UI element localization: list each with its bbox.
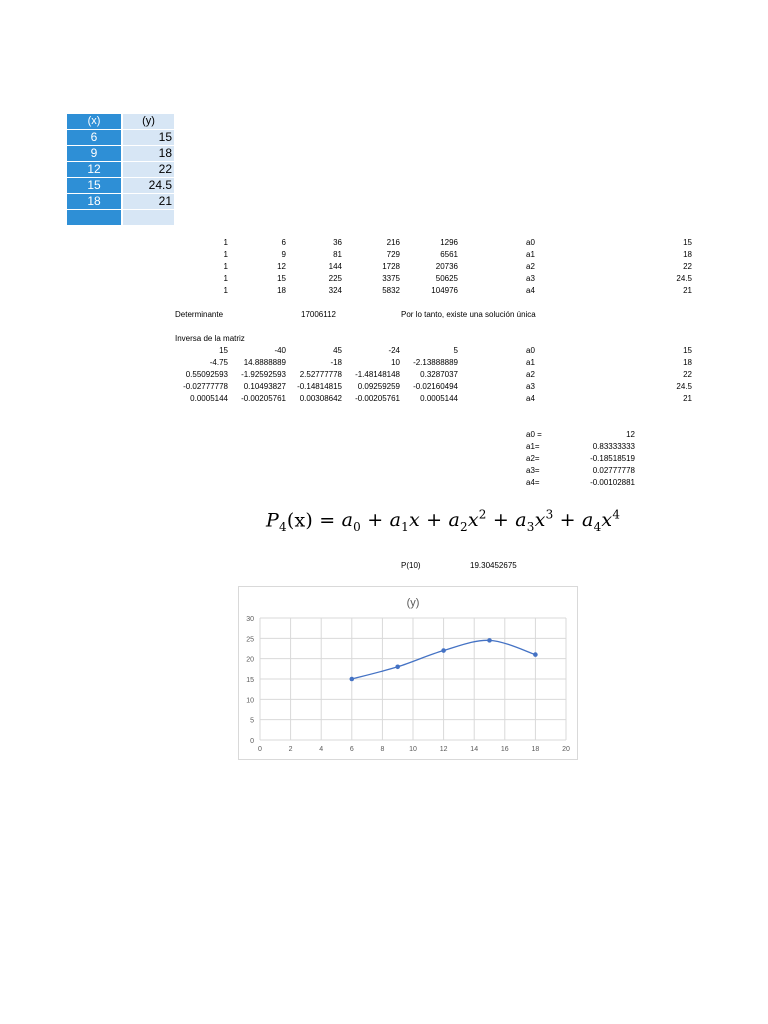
x-tick-label: 0 bbox=[258, 746, 262, 753]
term-coef: a bbox=[582, 509, 594, 532]
inverse-unknown-label[interactable]: a0 bbox=[526, 346, 535, 355]
inverse-cell[interactable]: 0.0005144 bbox=[420, 394, 458, 403]
chart-frame[interactable] bbox=[238, 586, 578, 760]
coefficient-label[interactable]: a1= bbox=[526, 442, 540, 451]
inverse-cell[interactable]: 0.00308642 bbox=[299, 394, 342, 403]
y-cell[interactable]: 18 bbox=[123, 146, 174, 161]
formula-term bbox=[509, 508, 576, 535]
inverse-rhs-value[interactable]: 22 bbox=[683, 370, 692, 379]
term-coef: a bbox=[448, 509, 461, 532]
matrix-cell[interactable]: 225 bbox=[328, 274, 342, 283]
determinant-value[interactable]: 17006112 bbox=[301, 310, 336, 319]
coefficient-label[interactable]: a2= bbox=[526, 454, 540, 463]
term-pow: 2 bbox=[478, 508, 487, 522]
x-tick-label: 18 bbox=[531, 746, 540, 753]
matrix-cell[interactable]: 81 bbox=[333, 250, 342, 259]
inverse-cell[interactable]: 15 bbox=[219, 346, 228, 355]
y-tick-label: 25 bbox=[246, 636, 254, 644]
inverse-cell[interactable]: 0.3287037 bbox=[420, 370, 458, 379]
matrix-cell[interactable]: 729 bbox=[386, 250, 400, 259]
term-var: x bbox=[601, 509, 613, 532]
inverse-cell[interactable]: 0.09259259 bbox=[357, 382, 400, 391]
inverse-unknown-label[interactable]: a3 bbox=[526, 382, 535, 391]
x-tick-label: 14 bbox=[470, 746, 479, 753]
term-var: x bbox=[467, 509, 479, 532]
x-tick-label: 8 bbox=[380, 746, 385, 753]
matrix-cell[interactable]: 3375 bbox=[382, 274, 400, 283]
matrix-cell[interactable]: 5832 bbox=[382, 286, 400, 295]
data-point bbox=[350, 677, 355, 682]
coefficient-value[interactable]: -0.18518519 bbox=[590, 454, 635, 463]
x-cell[interactable]: 6 bbox=[67, 130, 121, 145]
y-cell[interactable] bbox=[123, 210, 174, 225]
matrix-cell[interactable]: 104976 bbox=[431, 286, 458, 295]
evaluation-label[interactable]: P(10) bbox=[401, 561, 421, 570]
coefficient-label[interactable]: a0 = bbox=[526, 430, 542, 439]
inverse-cell[interactable]: 10 bbox=[391, 358, 400, 367]
inverse-cell[interactable]: -1.48148148 bbox=[355, 370, 400, 379]
coefficient-label[interactable]: a3= bbox=[526, 466, 540, 475]
x-cell[interactable]: 15 bbox=[67, 178, 121, 193]
evaluation-value[interactable]: 19.30452675 bbox=[470, 561, 517, 570]
matrix-rhs-value[interactable]: 24.5 bbox=[676, 274, 692, 283]
inverse-label[interactable]: Inversa de la matriz bbox=[175, 334, 245, 343]
matrix-cell[interactable]: 36 bbox=[333, 238, 342, 247]
header-x[interactable]: (x) bbox=[67, 114, 121, 129]
inverse-cell[interactable]: -0.02160494 bbox=[413, 382, 458, 391]
x-cell[interactable]: 9 bbox=[67, 146, 121, 161]
inverse-cell[interactable]: -0.00205761 bbox=[241, 394, 286, 403]
x-tick-label: 12 bbox=[439, 746, 448, 753]
matrix-rhs-value[interactable]: 15 bbox=[683, 238, 692, 247]
term-plus: + bbox=[426, 509, 443, 532]
x-tick-label: 2 bbox=[288, 746, 293, 753]
term-sub: 1 bbox=[401, 520, 409, 535]
matrix-cell[interactable]: 50625 bbox=[435, 274, 458, 283]
formula-term bbox=[442, 508, 510, 535]
inverse-rhs-value[interactable]: 24.5 bbox=[676, 382, 692, 391]
inverse-cell[interactable]: 45 bbox=[333, 346, 342, 355]
term-coef: a bbox=[341, 509, 354, 532]
matrix-cell[interactable]: 144 bbox=[328, 262, 342, 271]
x-tick-label: 10 bbox=[409, 746, 417, 753]
y-tick-label: 5 bbox=[250, 717, 254, 725]
coefficient-label[interactable]: a4= bbox=[526, 478, 540, 487]
matrix-cell[interactable]: 1 bbox=[223, 274, 228, 283]
xy-table-row bbox=[67, 210, 174, 226]
xy-table-row bbox=[67, 146, 174, 162]
matrix-cell[interactable]: 1 bbox=[223, 286, 228, 295]
data-point bbox=[533, 652, 538, 657]
matrix-cell[interactable]: 1 bbox=[223, 250, 228, 259]
inverse-unknown-label[interactable]: a1 bbox=[526, 358, 535, 367]
term-coef: a bbox=[389, 509, 402, 532]
matrix-cell[interactable]: 20736 bbox=[435, 262, 458, 271]
scatter-chart bbox=[239, 587, 577, 759]
formula-term bbox=[383, 509, 443, 535]
xy-table-row bbox=[67, 194, 174, 210]
term-plus: + bbox=[367, 509, 384, 532]
formula-lhs-arg: (x) = bbox=[286, 509, 336, 532]
term-pow: 3 bbox=[545, 508, 554, 522]
matrix-cell[interactable]: 1296 bbox=[440, 238, 458, 247]
matrix-cell[interactable]: 324 bbox=[328, 286, 342, 295]
y-tick-label: 0 bbox=[250, 738, 254, 745]
term-sub: 0 bbox=[353, 520, 361, 535]
data-point bbox=[487, 638, 492, 643]
term-sub: 2 bbox=[460, 520, 468, 535]
inverse-cell[interactable]: 0.55092593 bbox=[185, 370, 228, 379]
matrix-rhs-value[interactable]: 21 bbox=[683, 286, 692, 295]
formula-lhs-sub: 4 bbox=[278, 520, 287, 535]
inverse-cell[interactable]: -18 bbox=[330, 358, 342, 367]
header-y[interactable]: (y) bbox=[123, 114, 174, 129]
inverse-cell[interactable]: -24 bbox=[388, 346, 400, 355]
term-pow: 4 bbox=[612, 508, 621, 522]
x-tick-label: 4 bbox=[319, 746, 324, 753]
matrix-rhs-value[interactable]: 18 bbox=[683, 250, 692, 259]
matrix-cell[interactable]: 216 bbox=[386, 238, 400, 247]
inverse-rhs-value[interactable]: 18 bbox=[683, 358, 692, 367]
coefficient-value[interactable]: -0.00102881 bbox=[590, 478, 635, 487]
matrix-rhs-value[interactable]: 22 bbox=[683, 262, 692, 271]
matrix-unknown-label[interactable]: a4 bbox=[526, 286, 535, 295]
inverse-cell[interactable]: -0.00205761 bbox=[355, 394, 400, 403]
term-coef: a bbox=[515, 509, 527, 532]
x-tick-label: 20 bbox=[562, 746, 570, 753]
chart-title: (y) bbox=[406, 597, 420, 609]
y-cell[interactable]: 22 bbox=[123, 162, 174, 177]
term-sub: 4 bbox=[593, 520, 602, 535]
inverse-cell[interactable]: 14.8888889 bbox=[243, 358, 286, 367]
matrix-unknown-label[interactable]: a2 bbox=[526, 262, 535, 271]
matrix-cell[interactable]: 6 bbox=[281, 238, 286, 247]
matrix-unknown-label[interactable]: a3 bbox=[526, 274, 535, 283]
xy-table-row bbox=[67, 162, 174, 178]
matrix-cell[interactable]: 12 bbox=[277, 262, 286, 271]
inverse-cell[interactable]: -2.13888889 bbox=[413, 358, 458, 367]
formula-lhs: P bbox=[266, 509, 279, 532]
matrix-cell[interactable]: 6561 bbox=[440, 250, 458, 259]
term-plus: + bbox=[492, 509, 510, 532]
formula-term bbox=[341, 509, 384, 535]
xy-table-row bbox=[67, 130, 174, 146]
y-cell[interactable]: 21 bbox=[123, 194, 174, 209]
inverse-rhs-value[interactable]: 21 bbox=[683, 394, 692, 403]
x-cell[interactable]: 12 bbox=[67, 162, 121, 177]
inverse-rhs-value[interactable]: 15 bbox=[683, 346, 692, 355]
coefficient-value[interactable]: 12 bbox=[626, 430, 635, 439]
coefficient-value[interactable]: 0.02777778 bbox=[592, 466, 635, 475]
y-tick-label: 30 bbox=[246, 616, 254, 623]
x-tick-label: 6 bbox=[349, 746, 354, 753]
matrix-cell[interactable]: 1 bbox=[223, 262, 228, 271]
y-cell[interactable]: 24.5 bbox=[123, 178, 174, 193]
inverse-cell[interactable]: 0.10493827 bbox=[243, 382, 286, 391]
polynomial-formula bbox=[266, 508, 620, 534]
data-point bbox=[441, 648, 446, 653]
inverse-cell[interactable]: -40 bbox=[274, 346, 286, 355]
term-sub: 3 bbox=[526, 520, 535, 535]
term-var: x bbox=[408, 509, 420, 532]
inverse-cell[interactable]: -0.14814815 bbox=[297, 382, 342, 391]
inverse-cell[interactable]: -4.75 bbox=[209, 358, 228, 367]
matrix-unknown-label[interactable]: a1 bbox=[526, 250, 535, 259]
inverse-cell[interactable]: 5 bbox=[453, 346, 458, 355]
matrix-cell[interactable]: 1728 bbox=[382, 262, 400, 271]
y-cell[interactable]: 15 bbox=[123, 130, 174, 145]
unique-solution-note[interactable]: Por lo tanto, existe una solución única bbox=[401, 310, 536, 319]
matrix-cell[interactable]: 9 bbox=[281, 250, 286, 259]
formula-term bbox=[576, 508, 621, 535]
xy-table-row bbox=[67, 178, 174, 194]
x-tick-label: 16 bbox=[500, 746, 509, 753]
determinant-label[interactable]: Determinante bbox=[175, 310, 224, 319]
xy-table-header bbox=[67, 114, 174, 130]
matrix-unknown-label[interactable]: a0 bbox=[526, 238, 535, 247]
coefficient-value[interactable]: 0.83333333 bbox=[592, 442, 635, 451]
inverse-cell[interactable]: -0.02777778 bbox=[183, 382, 228, 391]
inverse-unknown-label[interactable]: a4 bbox=[526, 394, 535, 403]
matrix-cell[interactable]: 1 bbox=[223, 238, 228, 247]
inverse-cell[interactable]: 0.0005144 bbox=[190, 394, 228, 403]
term-var: x bbox=[534, 509, 546, 532]
y-tick-label: 15 bbox=[246, 677, 254, 684]
inverse-cell[interactable]: -1.92592593 bbox=[241, 370, 286, 379]
y-tick-label: 20 bbox=[246, 656, 254, 664]
data-point bbox=[395, 665, 400, 670]
term-plus: + bbox=[559, 509, 576, 532]
matrix-cell[interactable]: 15 bbox=[277, 274, 286, 283]
inverse-unknown-label[interactable]: a2 bbox=[526, 370, 535, 379]
y-tick-label: 10 bbox=[246, 697, 254, 705]
x-cell[interactable]: 18 bbox=[67, 194, 121, 209]
xy-data-table bbox=[67, 114, 174, 226]
matrix-cell[interactable]: 18 bbox=[277, 286, 286, 295]
inverse-cell[interactable]: 2.52777778 bbox=[299, 370, 342, 379]
x-cell[interactable] bbox=[67, 210, 121, 225]
